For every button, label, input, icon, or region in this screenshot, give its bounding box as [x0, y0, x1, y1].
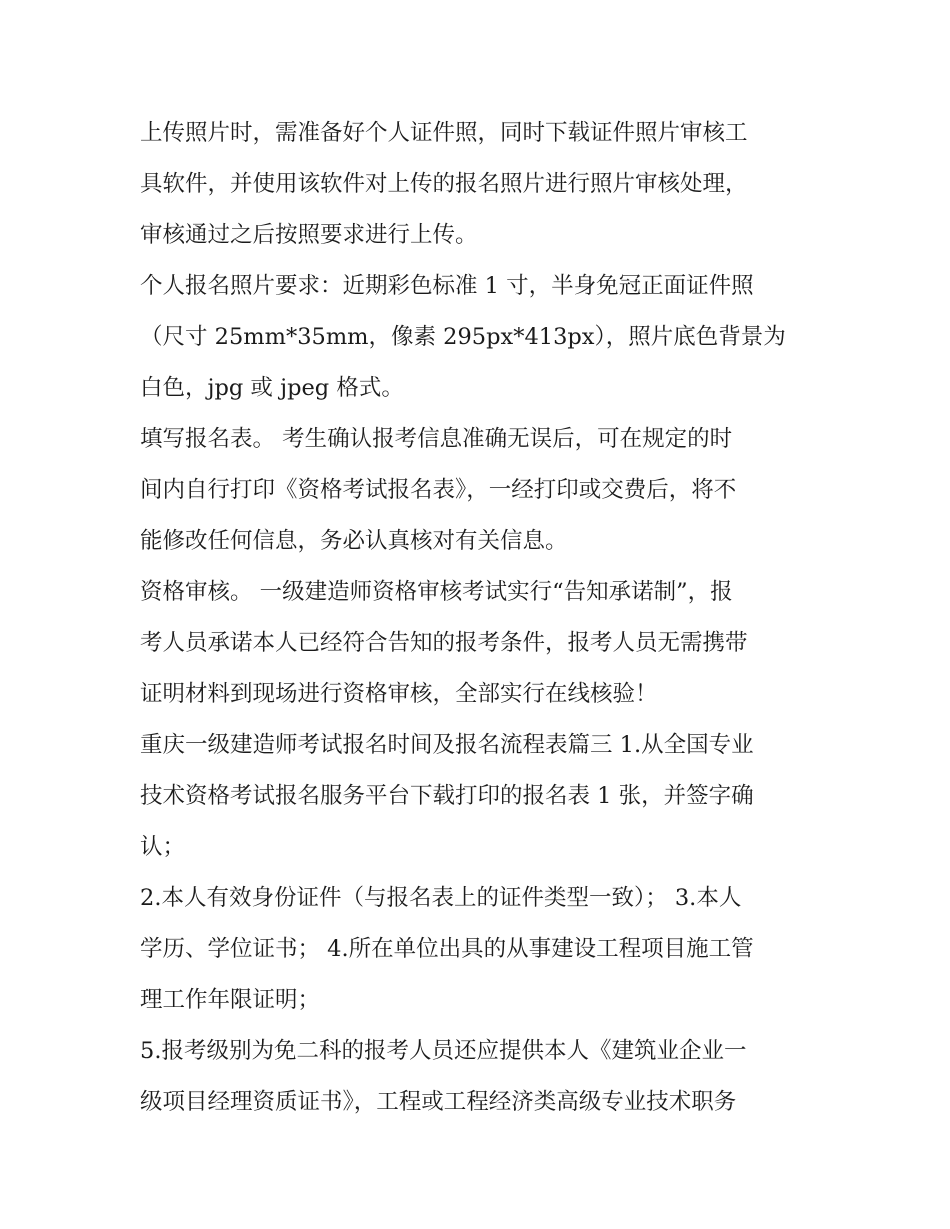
paragraph-documents-list [140, 873, 820, 1026]
paragraph-fill-form [140, 414, 820, 567]
text-line: 填写报名表。 考生确认报考信息准确无误后，可在规定的时 [140, 426, 733, 452]
text-line: 白色，jpg 或 jpeg 格式。 [140, 375, 404, 401]
paragraph-section-three [140, 720, 820, 873]
paragraph-exemption-requirements [140, 1026, 820, 1128]
text-line: 理工作年限证明； [140, 987, 321, 1013]
paragraph-qualification-review [140, 567, 820, 720]
text-line: 上传照片时，需准备好个人证件照，同时下载证件照片审核工 [140, 120, 748, 146]
text-line: （尺寸 25mm*35mm，像素 295px*413px），照片底色背景为 [140, 324, 786, 350]
text-line: 间内自行打印《资格考试报名表》，一经打印或交费后，将不 [140, 477, 737, 503]
text-line: 具软件，并使用该软件对上传的报名照片进行照片审核处理， [140, 171, 748, 197]
text-line: 5.报考级别为免二科的报考人员还应提供本人《建筑业企业一 [140, 1038, 747, 1064]
text-line: 证明材料到现场进行资格审核，全部实行在线核验！ [140, 681, 658, 707]
paragraph-photo-requirements [140, 261, 820, 414]
text-line: 个人报名照片要求：近期彩色标准 1 寸，半身免冠正面证件照 [140, 273, 754, 299]
text-line: 考人员承诺本人已经符合告知的报考条件，报考人员无需携带 [140, 630, 748, 656]
text-line: 2.本人有效身份证件（与报名表上的证件类型一致）； 3.本人 [140, 885, 742, 911]
paragraph-photo-upload [140, 108, 820, 261]
text-line: 审核通过之后按照要求进行上传。 [140, 222, 478, 248]
text-line: 认； [140, 834, 186, 860]
text-line: 级项目经理资质证书》，工程或工程经济类高级专业技术职务 [140, 1089, 737, 1115]
text-line: 学历、学位证书； 4.所在单位出具的从事建设工程项目施工管 [140, 936, 754, 962]
text-line: 能修改任何信息，务必认真核对有关信息。 [140, 528, 568, 554]
document-body [140, 108, 820, 1128]
text-line: 重庆一级建造师考试报名时间及报名流程表篇三 1.从全国专业 [140, 732, 754, 758]
text-line: 技术资格考试报名服务平台下载打印的报名表 1 张，并签字确 [140, 783, 754, 809]
text-line: 资格审核。 一级建造师资格审核考试实行“告知承诺制”，报 [140, 579, 733, 605]
